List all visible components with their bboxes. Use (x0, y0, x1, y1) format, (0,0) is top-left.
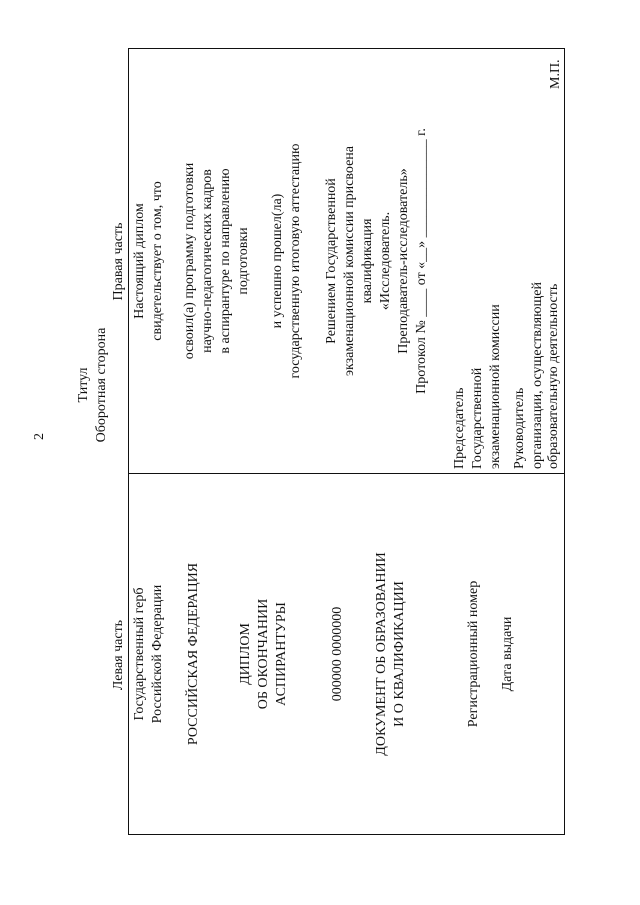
decision-line-5: Преподаватель-исследователь» (396, 168, 411, 354)
subtitle-line: Оборотная сторона (94, 327, 109, 443)
emblem-line-2: Российской Федерации (150, 584, 165, 724)
program-line-4: подготовки (236, 227, 251, 295)
decision-line-2: экзаменационной комиссии присвоена (342, 146, 357, 377)
left-column-header: Левая часть (111, 619, 126, 691)
chair-label-line-3: экзаменационной комиссии (488, 304, 503, 469)
attestation-line-2: государственную итоговую аттестацию (288, 143, 303, 379)
statement-line-1: Настоящий диплом (132, 203, 147, 319)
head-label-line-3: образовательную деятельность (546, 283, 561, 469)
decision-line-1: Решением Государственной (324, 178, 339, 344)
diploma-title-line-1: ДИПЛОМ (238, 623, 253, 685)
head-label-line-2: организации, осуществляющей (530, 281, 545, 469)
title-line: Титул (76, 367, 91, 403)
diploma-title-line-2: ОБ ОКОНЧАНИИ (256, 598, 271, 710)
diploma-title-line-3: АСПИРАНТУРЫ (274, 602, 289, 706)
decision-line-4: «Исследователь. (378, 211, 393, 311)
decision-line-3: квалификация (360, 218, 375, 304)
page-number: 2 (32, 433, 47, 440)
program-line-1: освоил(а) программу подготовки (182, 162, 197, 360)
document-type-line-1: ДОКУМЕНТ ОБ ОБРАЗОВАНИИ (374, 552, 389, 756)
document-type-line-2: И О КВАЛИФИКАЦИИ (392, 581, 407, 727)
issue-date-label: Дата выдачи (500, 616, 515, 692)
emblem-line-1: Государственный герб (132, 587, 147, 721)
diploma-layout-table (110, 48, 565, 835)
attestation-line-1: и успешно прошел(ла) (270, 193, 285, 329)
head-label-line-1: Руководитель (512, 387, 527, 469)
program-line-3: в аспирантуре по направлению (218, 168, 233, 354)
chair-label-line-1: Председатель (452, 387, 467, 469)
statement-line-2: свидетельствует о том, что (150, 181, 165, 341)
table-frame (128, 48, 565, 835)
protocol-line: Протокол № ____ от «__» ______________ г. (414, 128, 429, 394)
registration-number-label: Регистрационный номер (466, 580, 481, 728)
title-block (75, 285, 111, 485)
country-name: РОССИЙСКАЯ ФЕДЕРАЦИЯ (186, 562, 201, 746)
left-cell (129, 474, 564, 834)
stamp-place-label: М.П. (548, 59, 563, 89)
rotated-page (20, 20, 580, 865)
right-cell (129, 49, 564, 473)
right-column-header: Правая часть (111, 222, 126, 301)
program-line-2: научно-педагогических кадров (200, 169, 215, 353)
diploma-number: 000000 0000000 (330, 606, 345, 702)
chair-label-line-2: Государственной (470, 367, 485, 469)
